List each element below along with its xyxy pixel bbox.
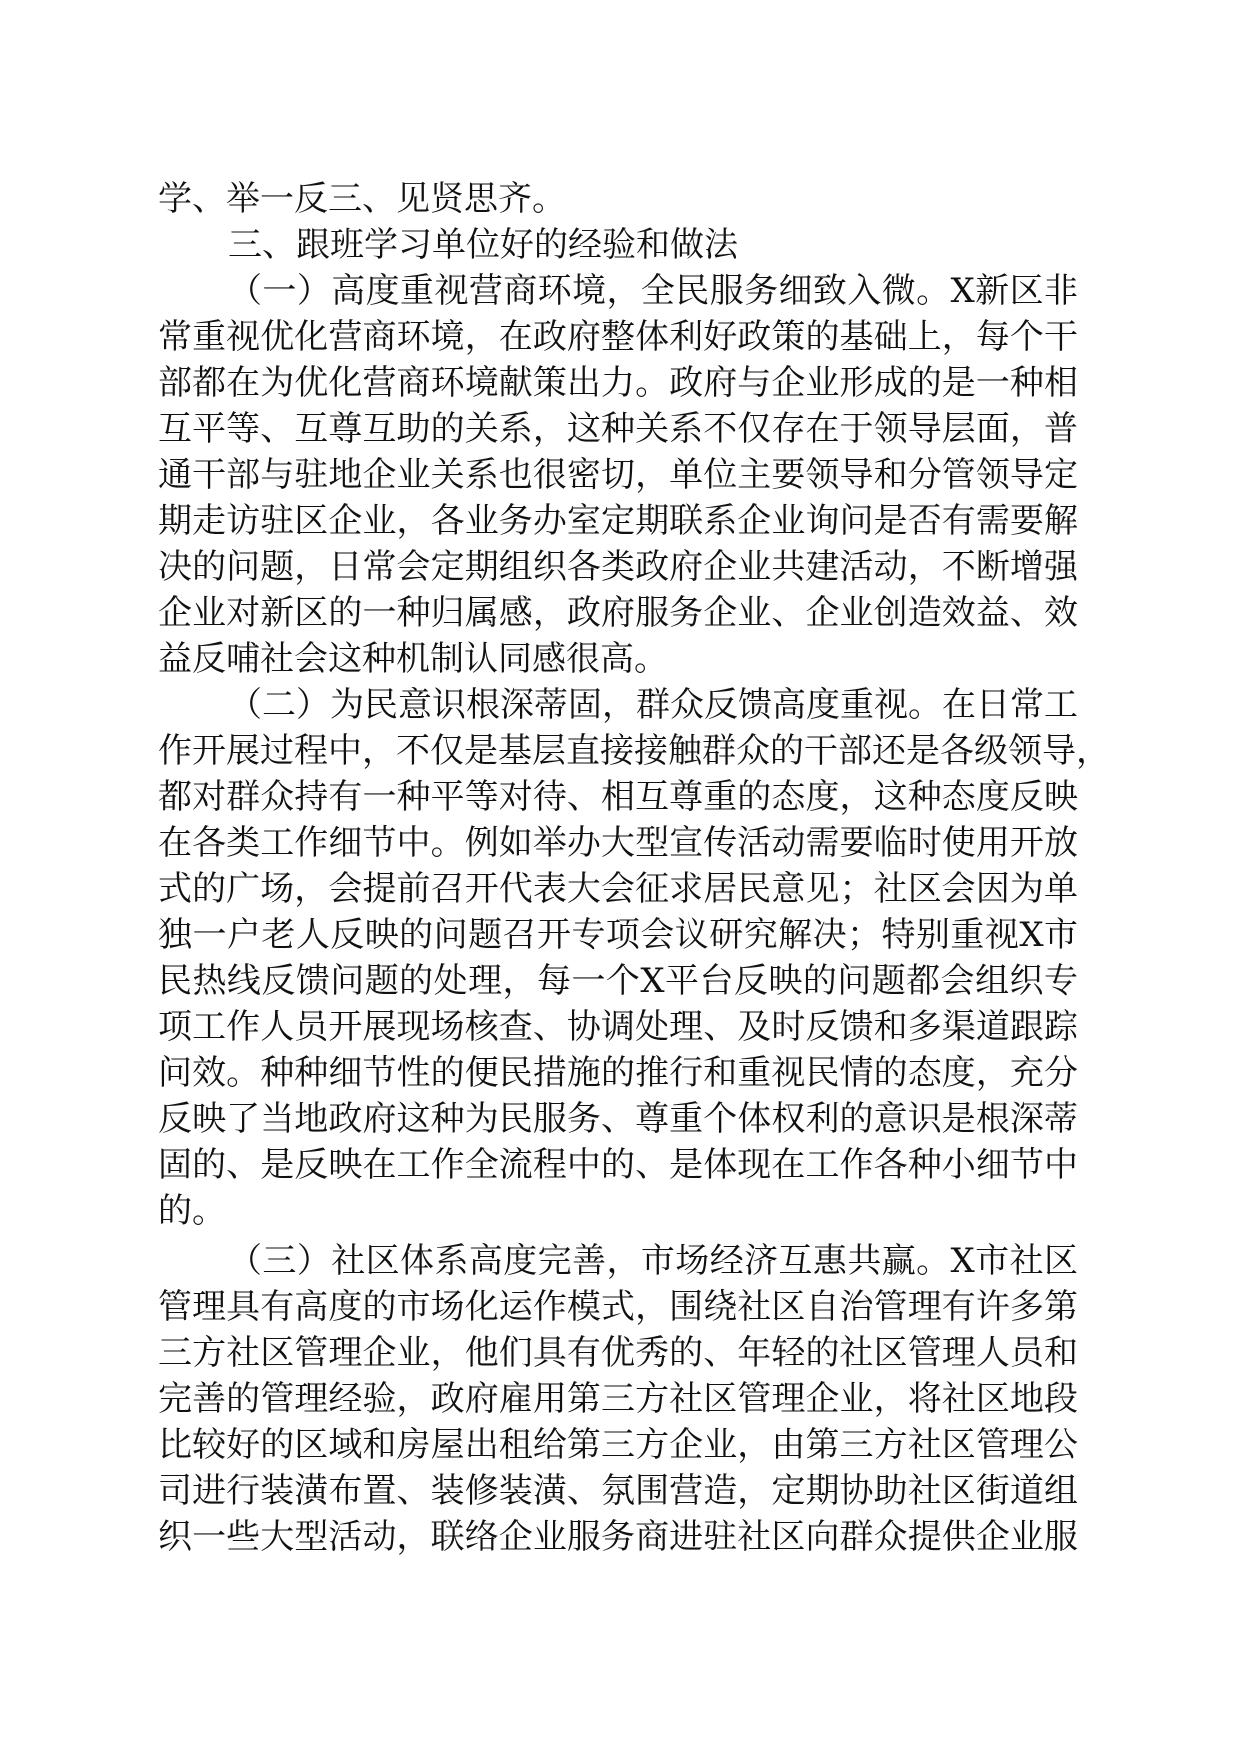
paragraph-line: 部都在为优化营商环境献策出力。政府与企业形成的是一种相	[158, 363, 1078, 403]
subsection-heading-line: （三）社区体系高度完善，市场经济互惠共赢。X市社区	[228, 1241, 1078, 1281]
paragraph-line: 作开展过程中，不仅是基层直接接触群众的干部还是各级领导，	[158, 731, 1110, 771]
paragraph-line: 学、举一反三、见贤思齐。	[158, 179, 566, 219]
paragraph-line: 司进行装潢布置、装修装潢、氛围营造，定期协助社区街道组	[158, 1471, 1078, 1511]
paragraph-line: 决的问题，日常会定期组织各类政府企业共建活动，不断增强	[158, 547, 1078, 587]
paragraph-line: 比较好的区域和房屋出租给第三方企业，由第三方社区管理公	[158, 1425, 1078, 1465]
paragraph-line: 互平等、互尊互助的关系，这种关系不仅存在于领导层面，普	[158, 409, 1078, 449]
subsection-heading-line: （一）高度重视营商环境，全民服务细致入微。X新区非	[228, 271, 1078, 311]
paragraph-line: 在各类工作细节中。例如举办大型宣传活动需要临时使用开放	[158, 823, 1078, 863]
paragraph-line: 都对群众持有一种平等对待、相互尊重的态度，这种态度反映	[158, 777, 1078, 817]
paragraph-line: 固的、是反映在工作全流程中的、是体现在工作各种小细节中	[158, 1145, 1078, 1185]
paragraph-line: 期走访驻区企业，各业务办室定期联系企业询问是否有需要解	[158, 501, 1078, 541]
paragraph-line: 通干部与驻地企业关系也很密切，单位主要领导和分管领导定	[158, 455, 1078, 495]
paragraph-line: 织一些大型活动，联络企业服务商进驻社区向群众提供企业服	[158, 1517, 1078, 1557]
paragraph-line: 企业对新区的一种归属感，政府服务企业、企业创造效益、效	[158, 593, 1078, 633]
paragraph-line: 三方社区管理企业，他们具有优秀的、年轻的社区管理人员和	[158, 1333, 1078, 1373]
paragraph-line: 独一户老人反映的问题召开专项会议研究解决；特别重视X市	[158, 915, 1078, 955]
paragraph-line: 反映了当地政府这种为民服务、尊重个体权利的意识是根深蒂	[158, 1099, 1078, 1139]
paragraph-line: 常重视优化营商环境，在政府整体利好政策的基础上，每个干	[158, 317, 1078, 357]
paragraph-line: 民热线反馈问题的处理，每一个X平台反映的问题都会组织专	[158, 961, 1078, 1001]
paragraph-line: 益反哺社会这种机制认同感很高。	[158, 639, 668, 679]
paragraph-line: 项工作人员开展现场核查、协调处理、及时反馈和多渠道跟踪	[158, 1007, 1078, 1047]
paragraph-line: 问效。种种细节性的便民措施的推行和重视民情的态度，充分	[158, 1053, 1078, 1093]
paragraph-line: 管理具有高度的市场化运作模式，围绕社区自治管理有许多第	[158, 1287, 1078, 1327]
paragraph-line: 的。	[158, 1191, 226, 1231]
paragraph-line: 完善的管理经验，政府雇用第三方社区管理企业，将社区地段	[158, 1379, 1078, 1419]
paragraph-line: 式的广场，会提前召开代表大会征求居民意见；社区会因为单	[158, 869, 1078, 909]
section-heading: 三、跟班学习单位好的经验和做法	[228, 225, 738, 265]
subsection-heading-line: （二）为民意识根深蒂固，群众反馈高度重视。在日常工	[228, 685, 1078, 725]
